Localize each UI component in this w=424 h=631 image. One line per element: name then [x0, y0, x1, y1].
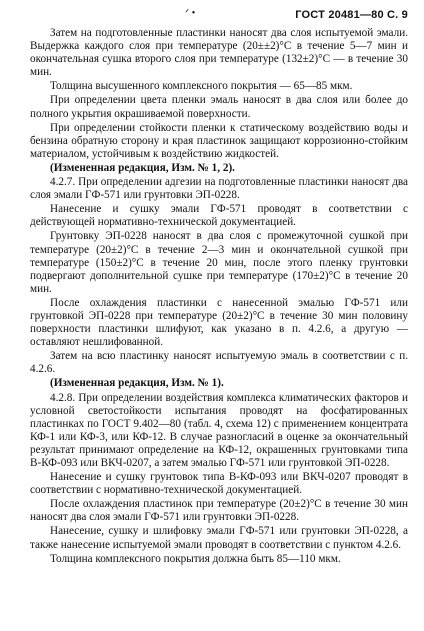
paragraph: Нанесение, сушку и шлифовку эмали ГФ-571 или грунтовки ЭП-0228, а также нанесение испытуемой эмали проводят в соответствии с пунктом 4.2.6.: [30, 525, 408, 551]
paragraph: Толщина высушенного комплексного покрытия — 65—85 мкм.: [50, 80, 353, 93]
paragraph: Нанесение и сушку эмали ГФ-571 проводят в соответствии с действующей нормативно-технической документацией.: [30, 203, 408, 229]
revision-note: (Измененная редакция, Изм. № 1).: [50, 377, 224, 390]
paragraph: После охлаждения пластинок при температуре (20±2)°С в течение 30 мин наносят два слоя эмали ГФ-571 или грунтовки ЭП-0228.: [30, 498, 408, 524]
document-body: [30, 27, 408, 567]
paragraph: Затем на всю пластинку наносят испытуемую эмаль в соответствии с п. 4.2.6.: [30, 350, 408, 376]
page-header: ГОСТ 20481—80 С. 9: [295, 9, 408, 21]
paragraph: Грунтовку ЭП-0228 наносят в два слоя с промежуточной сушкой при температуре (20±2)°С в течение 2—3 мин и окончательной сушкой при температуре (150±2)°С в течение 20 мин, после этого пленку грунтовки подвергают дополнительной сушке при температуре (170±2)°С в течение 20 мин.: [30, 230, 408, 295]
paragraph: При определении стойкости пленки к статическому воздействию воды и бензина обратную сторону и края пластинок защищают коррозионно-стойким материалом, устойчивым к воздействию жидкостей.: [30, 121, 408, 160]
top-mark: ᐟ •: [185, 8, 196, 19]
paragraph: При определении цвета пленки эмаль наносят в два слоя или более до полного укрытия окрашиваемой поверхности.: [30, 94, 408, 120]
paragraph: Затем на подготовленные пластинки наносят два слоя испытуемой эмали. Выдержка каждого слоя при температуре (20±±2)°С в течение 5—7 мин и окончательная сушка второго слоя при температуре (132±2)°С — в течение 30 мин.: [30, 27, 408, 79]
paragraph: 4.2.7. При определении адгезии на подготовленные пластинки наносят два слоя эмали ГФ-571 или грунтовки ЭП-0228.: [30, 176, 408, 202]
revision-note: (Измененная редакция, Изм. № 1, 2).: [50, 161, 235, 174]
paragraph: Нанесение и сушку грунтовок типа В-КФ-093 или ВКЧ-0207 проводят в соответствии с нормативно-технической документацией.: [30, 471, 408, 497]
paragraph: Толщина комплексного покрытия должна быть 85—110 мкм.: [50, 552, 341, 565]
paragraph: После охлаждения пластинки с нанесенной эмалью ГФ-571 или грунтовкой ЭП-0228 при температуре (20±2)°С в течение 30 мин половину поверхности пластинки шлифуют, как указано в п. 4.2.6, а другую — оставляют нешлифованной.: [30, 296, 408, 349]
paragraph: 4.2.8. При определении воздействия комплекса климатических факторов и условной светостойкости испытания проводят на фосфатированных пластинках по ГОСТ 9.402—80 (табл. 4, схема 12) с применением концентрата КФ-1 или КФ-3, или КФ-12. В случае разногласий в оценке за окончательный результат принимают определение на КФ-12, окрашенных грунтовками типа В-КФ-093 или ВКЧ-0207, а затем эмалью ГФ-571 или грунтовкой ЭП-0228.: [30, 391, 408, 469]
